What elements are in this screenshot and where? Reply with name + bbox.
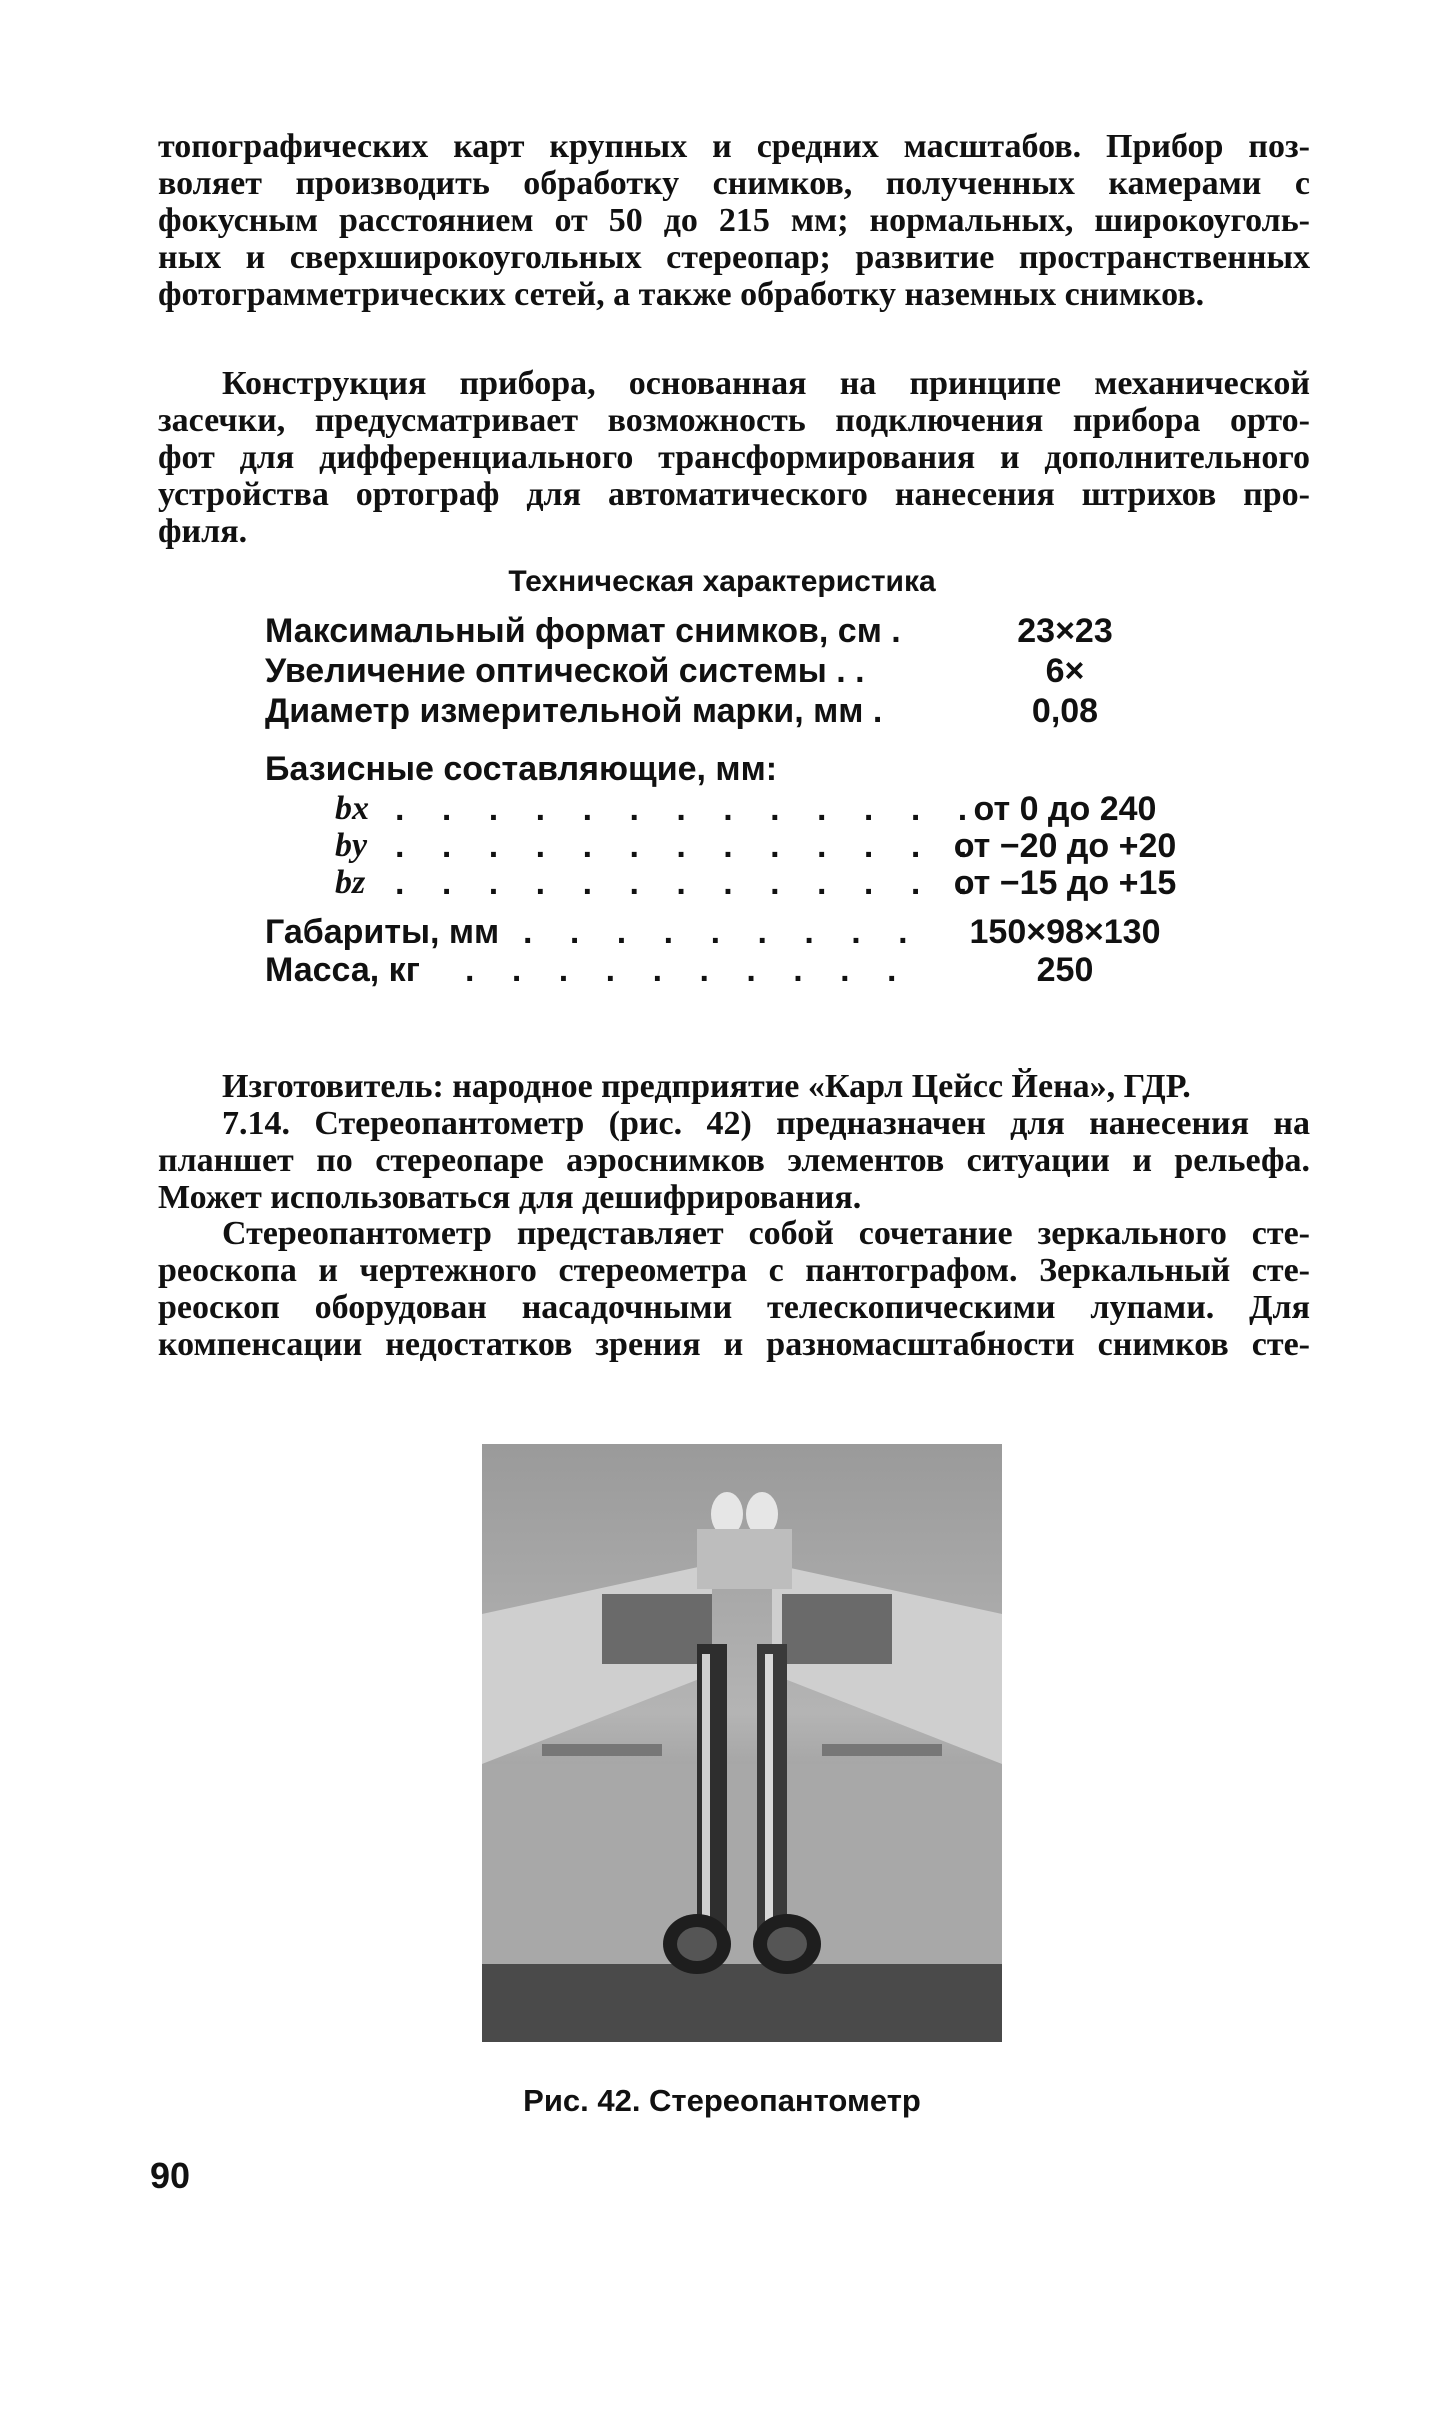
paragraph-4: [158, 1215, 1310, 1363]
paragraph-3: [158, 1105, 1310, 1216]
spec-label: bz: [335, 864, 366, 901]
spec-value: от −20 до +20: [953, 827, 1177, 865]
spec-row-dimensions: [265, 913, 1225, 951]
text-line: устройства ортограф для автоматического нанесения штрихов про-: [158, 476, 1310, 513]
text-line: компенсации недостатков зрения и разномасштабности снимков сте-: [158, 1326, 1310, 1363]
text-line: Конструкция прибора, основанная на принципе механической: [222, 365, 1310, 402]
text-line: Стереопантометр представляет собой сочетание зеркального сте-: [222, 1215, 1310, 1252]
spec-label: bx: [335, 790, 369, 827]
basis-heading: Базисные составляющие, мм:: [265, 750, 778, 788]
spec-row-by: [265, 827, 1225, 865]
spec-value: 23×23: [1017, 612, 1113, 650]
spec-label: Габариты, мм: [265, 913, 500, 951]
spec-value: 0,08: [1031, 692, 1099, 730]
text-line: Может использоваться для дешифрирования.: [158, 1179, 862, 1216]
spec-heading: Техническая характеристика: [508, 565, 936, 598]
spec-label: Масса, кг: [265, 951, 420, 989]
text-line: филя.: [158, 513, 248, 550]
paragraph-2: [158, 365, 1310, 550]
text-line: фокусным расстоянием от 50 до 215 мм; нормальных, широкоуголь-: [158, 202, 1310, 239]
spec-row-mass: [265, 951, 1225, 989]
page-number: 90: [150, 2155, 191, 2196]
paragraph-1: [158, 128, 1310, 313]
spec-row-format: [265, 612, 1225, 650]
text-line: реоскоп оборудован насадочными телескопическими лупами. Для: [158, 1289, 1310, 1326]
spec-value: 250: [1036, 951, 1094, 989]
spec-label: Увеличение оптической системы . .: [265, 652, 865, 690]
figure-caption: Рис. 42. Стереопантометр: [523, 2083, 921, 2118]
spec-row-mark-diameter: [265, 692, 1225, 730]
spec-label: by: [335, 827, 368, 864]
text-line: 7.14. Стереопантометр (рис. 42) предназначен для нанесения на: [222, 1105, 1310, 1142]
spec-value: 6×: [1045, 652, 1085, 690]
text-line: топографических карт крупных и средних масштабов. Прибор поз-: [158, 128, 1310, 165]
text-line: ных и сверхширокоугольных стереопар; развитие пространственных: [158, 239, 1310, 276]
stereopantometer-photo: [482, 1444, 1002, 2042]
leader-dots: . . . . . . . . . . . . .: [395, 827, 982, 865]
text-line: воляет производить обработку снимков, полученных камерами с: [158, 165, 1310, 202]
spec-label: Максимальный формат снимков, см .: [265, 612, 901, 650]
spec-label: Диаметр измерительной марки, мм .: [265, 692, 883, 730]
spec-row-magnification: [265, 652, 1225, 690]
text-line: реоскопа и чертежного стереометра с пантографом. Зеркальный сте-: [158, 1252, 1310, 1289]
spec-row-bz: [265, 864, 1225, 902]
spec-row-bx: [265, 790, 1225, 828]
manufacturer-line: [158, 1068, 1310, 1105]
spec-value: от 0 до 240: [973, 790, 1157, 828]
text-line: планшет по стереопаре аэроснимков элементов ситуации и рельефа.: [158, 1142, 1310, 1179]
spec-value: 150×98×130: [969, 913, 1161, 951]
text-line: засечки, предусматривает возможность подключения прибора орто-: [158, 402, 1310, 439]
spec-value: от −15 до +15: [953, 864, 1177, 902]
leader-dots: . . . . . . . . . . . . .: [395, 864, 982, 902]
text-line: Изготовитель: народное предприятие «Карл Цейсс Йена», ГДР.: [222, 1068, 1191, 1105]
text-line: фотограмметрических сетей, а также обработку наземных снимков.: [158, 276, 1205, 313]
leader-dots: . . . . . . . . . . . . .: [395, 790, 982, 828]
photo-illustration: [482, 1444, 1002, 2042]
leader-dots: . . . . . . . . .: [523, 913, 922, 951]
text-line: фот для дифференциального трансформирования и дополнительного: [158, 439, 1310, 476]
leader-dots: . . . . . . . . . .: [465, 951, 911, 989]
